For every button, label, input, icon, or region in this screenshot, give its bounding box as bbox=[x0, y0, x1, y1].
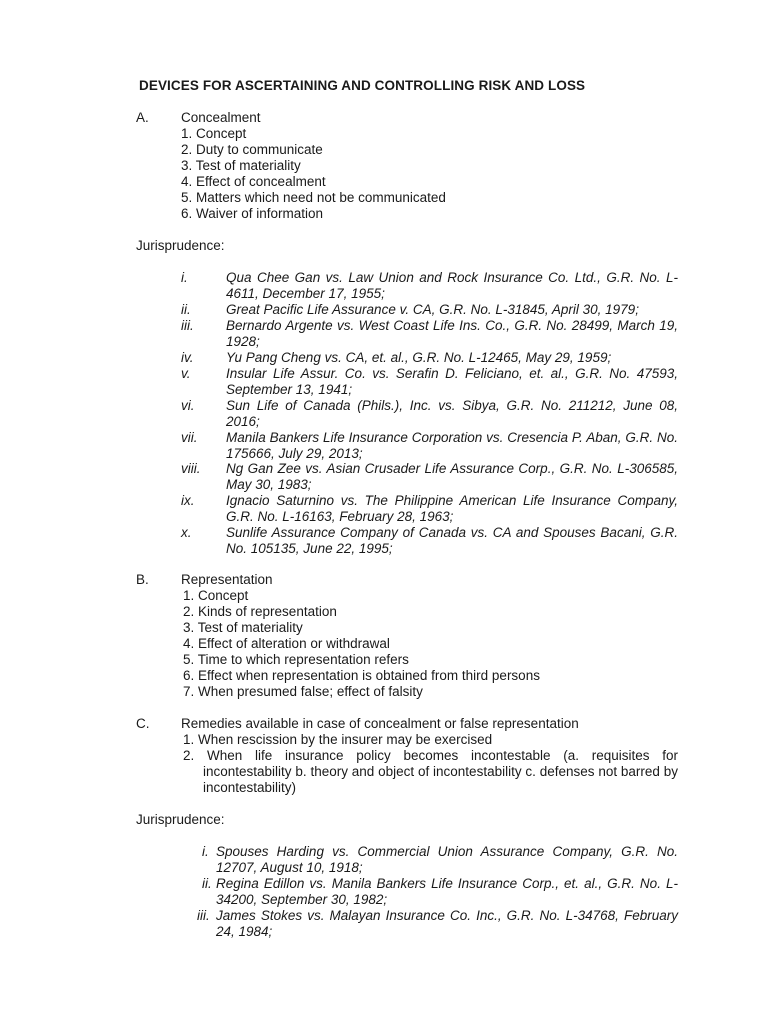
section-a-item: 3. Test of materiality bbox=[181, 158, 301, 173]
case-citation: Bernardo Argente vs. West Coast Life Ins. Co., G.R. No. 28499, March 19, 1928; bbox=[226, 318, 678, 349]
case-citation: Sunlife Assurance Company of Canada vs. CA and Spouses Bacani, G.R. No. 105135, June 22, 1995; bbox=[226, 525, 678, 556]
section-a-item: 1. Concept bbox=[181, 126, 247, 141]
case-citation: Regina Edillon vs. Manila Bankers Life Insurance Corp., et. al., G.R. No. L-34200, September 30, 1982; bbox=[216, 876, 678, 907]
section-c-item: 1. When rescission by the insurer may be exercised bbox=[183, 732, 493, 747]
section-b-item: 1. Concept bbox=[183, 588, 249, 603]
section-a-item: 5. Matters which need not be communicated bbox=[181, 190, 446, 205]
section-b-item: 6. Effect when representation is obtained from third persons bbox=[183, 668, 540, 683]
section-b-letter: B. bbox=[136, 572, 149, 587]
case-number: v. bbox=[181, 366, 191, 381]
section-b-item: 2. Kinds of representation bbox=[183, 604, 337, 619]
section-c-item bbox=[183, 748, 678, 796]
jurisprudence-label: Jurisprudence: bbox=[136, 812, 225, 827]
case-number: ii. bbox=[181, 302, 191, 317]
section-b-heading: Representation bbox=[181, 572, 273, 587]
section-a-heading: Concealment bbox=[181, 110, 261, 125]
case-number: ii. bbox=[202, 876, 212, 891]
case-number: iii. bbox=[197, 908, 210, 923]
case-number: viii. bbox=[181, 461, 201, 476]
section-a-item: 2. Duty to communicate bbox=[181, 142, 323, 157]
section-b-item: 4. Effect of alteration or withdrawal bbox=[183, 636, 390, 651]
section-a-letter: A. bbox=[136, 110, 149, 125]
section-b-item: 3. Test of materiality bbox=[183, 620, 303, 635]
case-citation: Yu Pang Cheng vs. CA, et. al., G.R. No. L-12465, May 29, 1959; bbox=[226, 350, 612, 365]
case-citation: James Stokes vs. Malayan Insurance Co. Inc., G.R. No. L-34768, February 24, 1984; bbox=[216, 908, 678, 939]
case-citation: Insular Life Assur. Co. vs. Serafin D. Feliciano, et. al., G.R. No. 47593, September 13, 1941; bbox=[226, 366, 678, 397]
case-number: iii. bbox=[181, 318, 194, 333]
case-number: i. bbox=[181, 270, 188, 285]
case-citation: Qua Chee Gan vs. Law Union and Rock Insurance Co. Ltd., G.R. No. L-4611, December 17, 1955; bbox=[226, 270, 678, 301]
section-a-item: 4. Effect of concealment bbox=[181, 174, 326, 189]
section-a-item: 6. Waiver of information bbox=[181, 206, 324, 221]
case-citation: Ng Gan Zee vs. Asian Crusader Life Assurance Corp., G.R. No. L-306585, May 30, 1983; bbox=[226, 461, 678, 492]
case-citation: Spouses Harding vs. Commercial Union Assurance Company, G.R. No. 12707, August 10, 1918; bbox=[216, 844, 678, 875]
section-b-item: 5. Time to which representation refers bbox=[183, 652, 409, 667]
case-number: i. bbox=[202, 844, 209, 859]
case-citation: Ignacio Saturnino vs. The Philippine American Life Insurance Company, G.R. No. L-16163, February 28, 1963; bbox=[226, 493, 678, 524]
case-number: x. bbox=[181, 525, 192, 540]
case-number: ix. bbox=[181, 493, 195, 508]
case-number: vi. bbox=[181, 398, 195, 413]
case-citation: Sun Life of Canada (Phils.), Inc. vs. Sibya, G.R. No. 211212, June 08, 2016; bbox=[226, 398, 678, 429]
section-b-item: 7. When presumed false; effect of falsity bbox=[183, 684, 423, 699]
case-citation: Great Pacific Life Assurance v. CA, G.R. No. L-31845, April 30, 1979; bbox=[226, 302, 639, 317]
section-c-item-text: 2. When life insurance policy becomes incontestable (a. requisites for incontestability b. theory and object of incontestability c. defenses not barred by incontestability) bbox=[183, 748, 678, 795]
case-citation: Manila Bankers Life Insurance Corporation vs. Cresencia P. Aban, G.R. No. 175666, July 29, 2013; bbox=[226, 430, 678, 461]
jurisprudence-label: Jurisprudence: bbox=[136, 238, 225, 253]
case-number: iv. bbox=[181, 350, 194, 365]
section-c-letter: C. bbox=[136, 716, 150, 731]
section-c-heading: Remedies available in case of concealment or false representation bbox=[181, 716, 579, 731]
document-title: DEVICES FOR ASCERTAINING AND CONTROLLING RISK AND LOSS bbox=[139, 78, 586, 93]
case-number: vii. bbox=[181, 430, 198, 445]
